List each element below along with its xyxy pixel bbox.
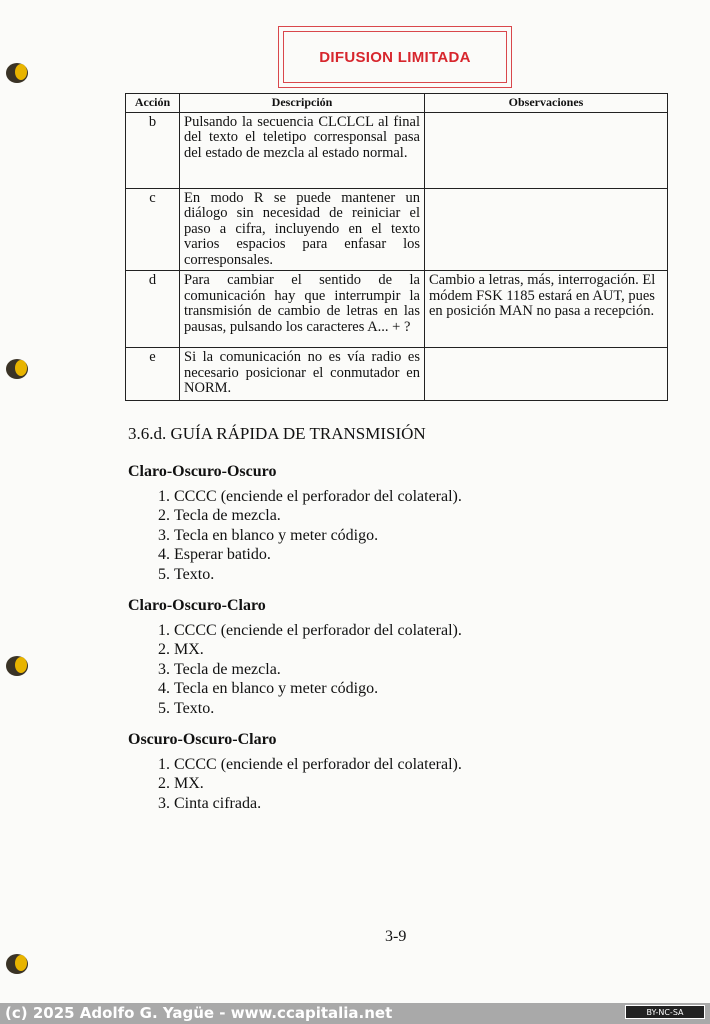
header-accion: Acción — [126, 94, 180, 113]
list-item: 4. Esperar batido. — [174, 545, 462, 564]
list-item: 1. CCCC (enciende el perforador del colateral). — [174, 621, 462, 640]
watermark-bar — [0, 1003, 710, 1024]
row-description: En modo R se puede mantener un diálogo sin necesidad de reiniciar el paso a cifra, incluyendo en el texto varios espacios para enfasar los corresponsales. — [180, 188, 425, 271]
row-observation — [425, 112, 668, 188]
list-item: 1. CCCC (enciende el perforador del colateral). — [174, 487, 462, 506]
row-description: Pulsando la secuencia CLCLCL al final del texto el teletipo corresponsal pasa del estado de mezcla al estado normal. — [180, 112, 425, 188]
list-item: 1. CCCC (enciende el perforador del colateral). — [174, 755, 462, 774]
section-heading: 3.6.d. GUÍA RÁPIDA DE TRANSMISIÓN — [128, 424, 426, 443]
list-item: 3. Tecla en blanco y meter código. — [174, 526, 462, 545]
punch-hole-icon — [3, 953, 31, 975]
list-item: 4. Tecla en blanco y meter código. — [174, 679, 462, 698]
table-row — [126, 271, 668, 348]
steps-list — [150, 755, 462, 813]
group-title: Claro-Oscuro-Oscuro — [128, 463, 277, 480]
steps-list — [150, 621, 462, 718]
list-item: 5. Texto. — [174, 699, 462, 718]
row-code: b — [126, 112, 180, 188]
classification-stamp-inner-border — [283, 31, 507, 83]
list-item: 3. Cinta cifrada. — [174, 794, 462, 813]
row-observation — [425, 188, 668, 271]
row-observation — [425, 348, 668, 401]
table-row — [126, 188, 668, 271]
punch-hole-icon — [3, 62, 31, 84]
header-descripcion: Descripción — [180, 94, 425, 113]
row-code: e — [126, 348, 180, 401]
list-item: 2. MX. — [174, 640, 462, 659]
row-description: Si la comunicación no es vía radio es necesario posicionar el conmutador en NORM. — [180, 348, 425, 401]
punch-hole-icon — [3, 655, 31, 677]
row-code: c — [126, 188, 180, 271]
classification-stamp — [278, 26, 512, 88]
watermark-text: (c) 2025 Adolfo G. Yagüe - www.ccapitalia.net — [5, 1004, 393, 1022]
table-row — [126, 348, 668, 401]
group-title: Oscuro-Oscuro-Claro — [128, 731, 277, 748]
cc-license-text: BY-NC-SA — [646, 1007, 684, 1017]
table-row — [126, 112, 668, 188]
row-description: Para cambiar el sentido de la comunicación hay que interrumpir la transmisión de cambio de letras en las pausas, pulsando los caracteres A... + ? — [180, 271, 425, 348]
group-title: Claro-Oscuro-Claro — [128, 597, 266, 614]
header-observaciones: Observaciones — [425, 94, 668, 113]
list-item: 2. MX. — [174, 774, 462, 793]
classification-stamp-text: DIFUSION LIMITADA — [319, 48, 471, 66]
list-item: 5. Texto. — [174, 565, 462, 584]
cc-license-badge[interactable] — [625, 1005, 705, 1019]
row-code: d — [126, 271, 180, 348]
list-item: 3. Tecla de mezcla. — [174, 660, 462, 679]
steps-list — [150, 487, 462, 584]
page-number: 3-9 — [385, 928, 407, 945]
table-header-row — [126, 94, 668, 113]
list-item: 2. Tecla de mezcla. — [174, 506, 462, 525]
punch-hole-icon — [3, 358, 31, 380]
row-observation: Cambio a letras, más, interrogación. El módem FSK 1185 estará en AUT, pues en posición MAN no pasa a recepción. — [425, 271, 668, 348]
actions-table — [125, 93, 668, 401]
